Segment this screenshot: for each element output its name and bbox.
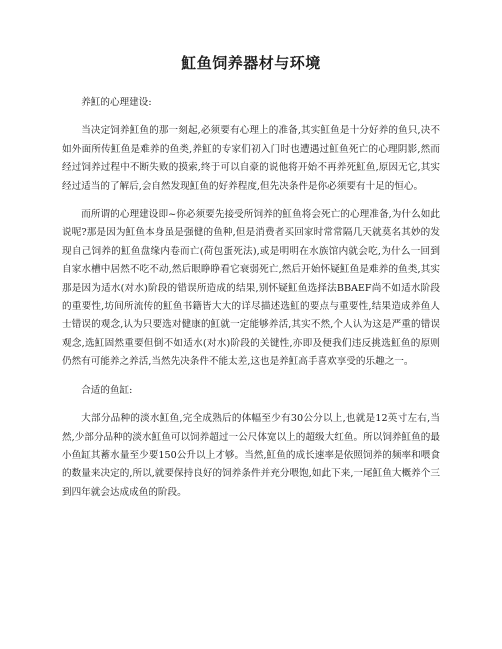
- page-title: 魟鱼饲养器材与环境: [181, 54, 321, 72]
- section-mental-preparation: [62, 94, 440, 372]
- section-heading: 养魟的心理建设:: [81, 97, 152, 108]
- section-suitable-tank: [62, 382, 440, 502]
- section-heading: 合适的鱼缸:: [81, 384, 133, 396]
- paragraph: 大部分品种的淡水魟鱼,完全成熟后的体幅至少有30公分以上,也就是12英寸左右,当然,少部分品种的淡水魟鱼可以饲养超过一公尺体宽以上的超级大红鱼。所以饲养魟鱼的最小鱼缸其蓄水量至少要150公升以上才够。当然,魟鱼的成长速率是依照饲养的频率和喂食的数量来决定的,所以,就要保持良好的饲养条件并充分喂饱,如此下来,一尾魟鱼大概养个三到四年就会达成成鱼的阶段。: [62, 413, 440, 498]
- paragraph: 当决定饲养魟鱼的那一刻起,必须要有心理上的准备,其实魟鱼是十分好养的鱼只,决不如外面所传魟鱼是难养的鱼类,养魟的专家们初入门时也遭遇过魟鱼死亡的心理阴影,然而经过饲养过程中不断失败的摸索,终于可以自豪的说他将开始不再养死魟鱼,原因无它,其实经过适当的了解后,会自然发现魟鱼的好养程度,但先决条件是你必须要有十足的恒心。: [62, 125, 440, 192]
- document-body: [62, 94, 440, 512]
- paragraph: 而所谓的心理建设即~你必须要先接受所饲养的魟鱼将会死亡的心理准备,为什么如此说呢?那是因为魟鱼本身虽是强健的鱼种,但是消费者买回家时常常隔几天就莫名其妙的发现自己饲养的魟鱼盘缘内卷而亡(荷包蛋死法),或是明明在水族馆内就会吃,为什么一回到自家水槽中居然不吃不动,然后眼睁睁看它衰弱死亡,然后开始怀疑魟鱼是难养的鱼类,其实那是因为适水(对水)阶段的错误所造成的结果,别怀疑魟鱼选择法BBAEF尚不如适水阶段的重要性,坊间所流传的魟鱼书籍皆大大的详尽描述选魟的要点与重要性,结果造成养鱼人士错误的观念,认为只要选对健康的魟就一定能够养活,其实不然,个人认为这是严重的错误观念,选魟固然重要但倒不如适水(对水)阶段的关键性,亦即及便我们违反挑选魟鱼的原则仍然有可能养之养活,当然先决条件不能太差,这也是养魟高手喜欢享受的乐趣之一。: [62, 209, 440, 368]
